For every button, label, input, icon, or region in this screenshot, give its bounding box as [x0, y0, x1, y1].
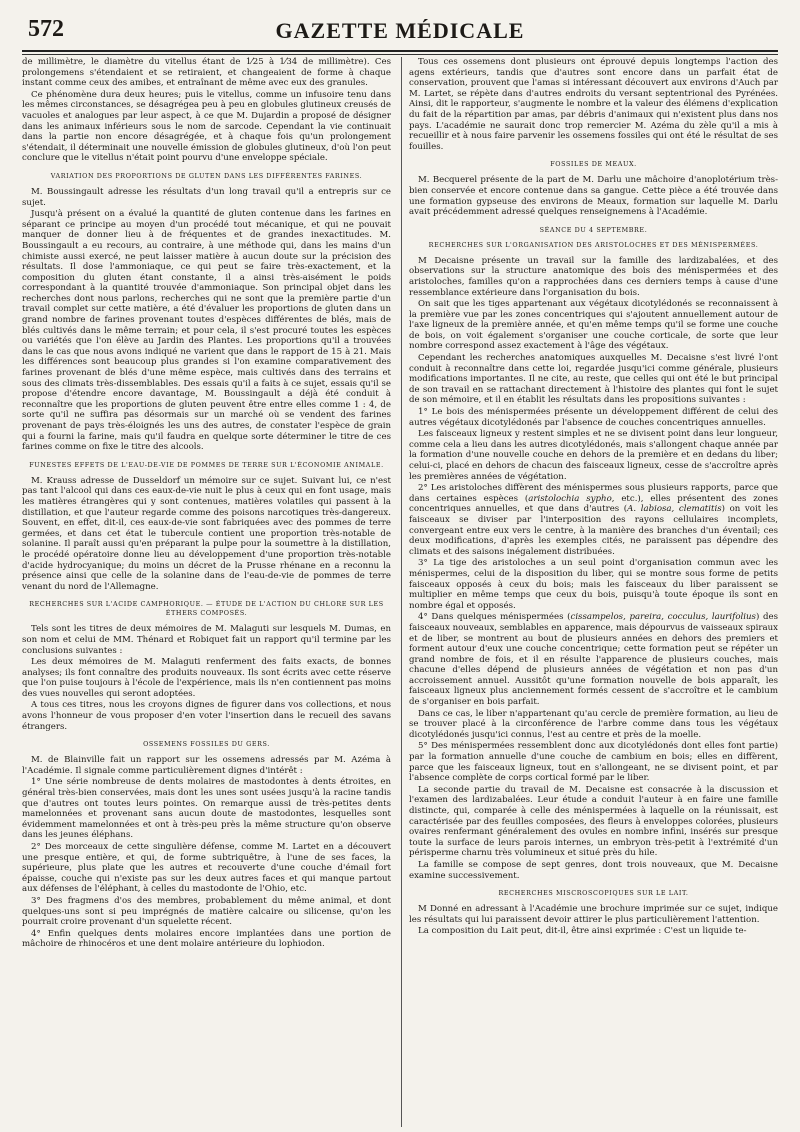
italic-species: aristolochia sypho: [528, 493, 612, 504]
paragraph: Les deux mémoires de M. Malaguti renferment des faits exacts, de bonnes analyses; ils font connaître des produits nouveaux. Ils sont écrits avec cette réserve que l'on puise toujours à l'école de l'expérience, mais ils n'en contiennent pas moins des vues nouvelles qui seront adoptées.: [22, 657, 391, 699]
page-number: 572: [28, 16, 64, 42]
section-title-lait: RECHERCHES MISCROSCOPIQUES SUR LE LAIT.: [498, 889, 689, 898]
paragraph: La composition du Lait peut, dit-il, être ainsi exprimée : C'est un liquide te-: [418, 926, 747, 937]
paragraph: Jusqu'à présent on a évalué la quantité de gluten contenue dans les farines en séparant ce principe au moyen d'un procédé tout mécanique, et qui ne pouvait manquer de donner lieu à de fréquentes et de grandes inexactitudes. M. Boussingault a eu recours, au contraire, à une méthode qui, dans les mains d'un chimiste aussi exercé, ne peut laisser matière à aucun doute sur la précision des résultats. Il dose l'ammoniaque, ce qui peut se faire très-exactement, et la composition du gluten étant constante, il a ainsi très-aisément le poids correspondant à la quantité trouvée d'ammoniaque. Son principal objet dans les recherches dont nous parlons, recherches qui ne sont que la première partie d'un travail complet sur cette matière, a été d'évaluer les proportions de gluten dans un grand nombre de farines provenant toutes d'espèces différentes de blés, mais de blés cultivés dans le même terrain; et pour cela, il s'est procuré toutes les espèces ou variétés que l'on élève au Jardin des Plantes. Les proportions qu'il a trouvées dans le cas que nous avons indiqué ne varient que dans le rapport de 15 à 21. Mais les différences sont beaucoup plus grandes si l'on examine comparativement des farines provenant de blés d'une même espèce, mais cultivés dans des terrains et sous des climats très-dissemblables. Des essais qu'il a faits à ce sujet, essais qu'il se propose d'étendre encore davantage, M. Boussingault a déjà été conduit à reconnaître que les proportions de gluten peuvent être entre elles comme 1 : 4, de sorte qu'il ne suffira pas désormais sur un marché où se vendent des farines provenant de pays très-éloignés les uns des autres, de constater l'espèce de grain qui a fourni la farine, mais qu'il faudra en quelque sorte déterminer le titre de ces farines comme on fixe le titre des alcools.: [22, 209, 391, 453]
paragraph: de millimètre, le diamètre du vitellus étant de 1⁄25 à 1⁄34 de millimètre). Ces prolongemens s'étendaient et se retiraient, et changeaient de forme à chaque instant comme ceux des amibes, et entraînant de même avec eux des granules.: [22, 57, 391, 89]
italic-species: A. labiosa, clematitis: [627, 504, 722, 515]
paragraph: Les faisceaux ligneux y restent simples et ne se divisent point dans leur longueur, comme cela a lieu dans les autres dicotylédonés, mais s'allongent chaque année par la formation d'une nouvelle couche en dehors de la première et en dedans du liber; celui-ci, placé en dehors de chacun des faisceaux ligneux, cesse de s'accroître après les premières années de végétation.: [409, 429, 778, 482]
text-run: , etc.), elles présentent des zones concentriques annuelles, et que dans d'autres (: [409, 493, 778, 515]
paragraph: 1° Le bois des ménispermées présente un développement différent de celui des autres végétaux dicotylédonés par l'absence de couches concentriques annuelles.: [409, 407, 778, 428]
paragraph: Tous ces ossemens dont plusieurs ont éprouvé depuis longtemps l'action des agens extérieurs, tandis que d'autres sont encore dans un parfait état de conservation, prouvent que l'amas si intéressant découvert aux environs d'Auch par M. Lartet, se répète dans d'autres endroits du versant septentrional des Pyrénées. Ainsi, dit le rapporteur, s'augmente le nombre et la valeur des élémens d'explication du fait de la répartition par amas, par débris d'animaux qui n'existent plus dans nos pays. L'académie ne saurait donc trop remercier M. Azéma du zèle qu'il a mis à recueillir et à nous faire parvenir les ossemens fossiles qui ont été le résultat de ses fouilles.: [409, 57, 778, 152]
paragraph: Tels sont les titres de deux mémoires de M. Malaguti sur lesquels M. Dumas, en son nom et celui de MM. Thénard et Robiquet fait un rapport qu'il termine par les conclusions suivantes :: [22, 624, 391, 656]
article-columns: [22, 57, 778, 1127]
paragraph: Ce phénomène dura deux heures; puis le vitellus, comme un infusoire tenu dans les mêmes circonstances, se désagrégea peu à peu en globules glutineux creusés de vacuoles et analogues par leur aspect, à ce que M. Dujardin a proposé de désigner dans les animaux inférieurs sous le nom de sarcode. Cependant la vie continuait dans la partie non encore désagrégée, et à chaque fois qu'un prolongement s'étendait, il déterminait une nouvelle émission de globules glutineux, d'où l'on peut conclure que le vitellus n'était point pourvu d'une enveloppe spéciale.: [22, 89, 391, 164]
italic-species: cissampelos, pareira, cocculus, laurifolius: [570, 612, 756, 623]
section-title-ossemens-gers: OSSEMENS FOSSILES DU GERS.: [143, 740, 270, 749]
paragraph: M Donné en adressant à l'Académie une brochure imprimée sur ce sujet, indique les résultats qui lui paraissent devoir attirer le plus particulièrement l'attention.: [409, 904, 778, 925]
text-run: 2° Les aristoloches diffèrent des ménispermes sous plusieurs rapports, parce que dans certaines espèces (: [409, 483, 778, 504]
paragraph: Cependant les recherches anatomiques auxquelles M. Decaisne s'est livré l'ont conduit à reconnaître dans cette loi, regardée jusqu'ici comme générale, plusieurs modifications importantes. Il ne cite, au reste, que celles qui ont été le but principal de son travail en se rattachant directement à l'histoire des plantes qui font le sujet de son mémoire, et il en établit les résultats dans les propositions suivantes :: [409, 353, 778, 406]
paragraph: Dans ce cas, le liber n'appartenant qu'au cercle de première formation, au lieu de se trouver placé à la circonférence de l'arbre comme dans tous les végétaux dicotylédonés jusqu'ici connus, l'est au centre et près de la moelle.: [409, 708, 778, 740]
paragraph: [409, 612, 778, 707]
journal-title: GAZETTE MÉDICALE: [275, 18, 525, 43]
paragraph: 3° Des fragmens d'os des membres, probablement du même animal, et dont quelques-uns sont si peu imprégnés de matière calcaire ou silicense, qu'on les pourrait croire provenant d'un squelette récent.: [22, 895, 391, 928]
paragraph: 1° Une série nombreuse de dents molaires de mastodontes à dents étroites, en général très-bien conservées, mais dont les unes sont usées jusqu'à la racine tandis que d'autres ont toutes leurs pointes. On remarque aussi de très-petites dents mamelonnées et provenant sans aucun doute de mastodontes, lesquelles sont évidemment mamelonnées et ont à très-peu près la même structure qu'on observe dans les jeunes éléphans.: [22, 777, 391, 841]
paragraph: [409, 483, 778, 557]
paragraph: M Decaisne présente un travail sur la famille des lardizabalées, et des observations sur la structure anatomique des bois des ménispermées et des aristoloches, familles qu'on a rapprochées dans ces derniers temps à cause d'une ressemblance extérieure dans l'organisation du bois.: [409, 255, 778, 298]
paragraph: M. de Blainville fait un rapport sur les ossemens adressés par M. Azéma à l'Académie. Il signale comme particulièrement dignes d'intérêt :: [22, 755, 391, 776]
text-run: 4° Dans quelques ménispermées (: [418, 612, 571, 623]
paragraph: La seconde partie du travail de M. Decaisne est consacrée à la discussion et l'examen des lardizabalées. Leur étude a conduit l'auteur à en faire une famille distincte, qui, comparée à celle des ménispermées à laquelle on la réunissait, est caractérisée par des feuilles composées, des fleurs à enveloppes colorées, plusieurs ovaires renfermant généralement des ovules en nombre infini, insérés sur presque toute la surface de leurs parois internes, un embryon très-petit à l'extrémité d'un périsperme charnu très volumineux et situé près du hile.: [409, 784, 778, 859]
section-title-eau-de-vie: FUNESTES EFFETS DE L'EAU-DE-VIE DE POMMES DE TERRE SUR L'ÉCONOMIE ANIMALE.: [29, 460, 384, 469]
section-title-fossiles-meaux: FOSSILES DE MEAUX.: [550, 160, 637, 169]
left-column: [22, 57, 393, 1127]
paragraph: 5° Des ménispermées ressemblent donc aux dicotylédonés dont elles font partie) par la formation annuelle d'une couche de cambium en bois; elles en diffèrent, parce que les faisceaux ligneux, tout en s'allongeant, ne se divisent point, et par l'absence complète de corps cortical formé par le liber.: [409, 741, 778, 784]
paragraph: A tous ces titres, nous les croyons dignes de figurer dans vos collections, et nous avons l'honneur de vous proposer d'en voter l'insertion dans le recueil des savans étrangers.: [22, 700, 391, 732]
section-title-seance: SÉANCE DU 4 SEPTEMBRE.: [539, 225, 648, 234]
paragraph: 3° La tige des aristoloches a un seul point d'organisation commun avec les ménispermes, celui de la disposition du liber, qui se montre sous forme de petits faisceaux opposés à ceux du bois; mais les faisceaux du liber paraissent se multiplier en même temps que ceux du bois, puisqu'à toute époque ils sont en nombre égal et opposés.: [409, 558, 778, 611]
paragraph: 4° Enfin quelques dents molaires encore implantées dans une portion de mâchoire de rhinocéros et une dent molaire antérieure du lophiodon.: [22, 928, 391, 950]
paragraph: 2° Des morceaux de cette singulière défense, comme M. Lartet en a découvert une presque entière, et qui, de forme subtriquêtre, à l'une de ses faces, la supérieure, plus plate que les autres et recouverte d'une couche d'émail fort épaisse, couche qui n'existe pas sur les deux autres faces et qui manque partout aux défenses de l'éléphant, à celles du mastodonte de l'Ohio, etc.: [22, 842, 391, 895]
section-title-aristoloches: RECHERCHES SUR L'ORGANISATION DES ARISTOLOCHES ET DES MÉNISPERMÉES.: [428, 240, 759, 249]
header-rule: [22, 54, 778, 55]
section-title-acide-camphorique: RECHERCHES SUR L'ACIDE CAMPHORIQUE. — ÉTUDE DE L'ACTION DU CHLORE SUR LES ÉTHERS COMPOSÉS.: [29, 600, 384, 618]
section-title-gluten: VARIATION DES PROPORTIONS DE GLUTEN DANS LES DIFFÉRENTES FARINES.: [50, 171, 363, 180]
text-run: ) on voit les faisceaux se diviser par l'interposition des rayons cellulaires incomplets, convergeant entre eux vers le centre, à la manière des branches d'un éventail; ces deux modifications, d'après les exemples cités, ne paraissent pas dépendre des climats et des saisons inégalement distribuées.: [409, 504, 778, 557]
paragraph: M. Becquerel présente de la part de M. Darlu une mâchoire d'anoplotérium très-bien conservée et encore contenue dans sa gangue. Cette pièce a été trouvée dans une formation gypseuse des environs de Meaux, formation sur laquelle M. Darlu avait précédemment adressé quelques renseignemens à l'Académie.: [409, 175, 778, 218]
paragraph: M. Krauss adresse de Dusseldorf un mémoire sur ce sujet. Suivant lui, ce n'est pas tant l'alcool qui dans ces eaux-de-vie nuit le plus à ceux qui en font usage, mais les matières étrangères qui y sont contenues, matières volatiles qui passent à la distillation, et que l'auteur regarde comme des poisons narcotiques très-dangereux. Souvent, en effet, dit-il, ces eaux-de-vie sont fabriquées avec des pommes de terre germées, et dans cet état le tubercule contient une proportion très-notable de solanine. Il paraît aussi qu'en préparant la pulpe pour la soumettre à la distillation, le procédé opératoire donne lieu au développement d'une proportion très-notable d'acide hydrocyanique; du moins un décret de la Prusse rhénane en a reconnu la présence ainsi que celle de la solanine dans de l'eau-de-vie de pommes de terre venant du nord de l'Allemagne.: [22, 475, 391, 592]
paragraph: M. Boussingault adresse les résultats d'un long travail qu'il a entrepris sur ce sujet.: [22, 186, 391, 208]
text-run: ) des faisceaux nouveaux, semblables en apparence, mais dépourvus de vaisseaux spiraux et de liber, se montrent au bout de plusieurs années en dehors des premiers et forment autour d'eux une couche concentrique; cette formation peut se répéter un grand nombre de fois, et il en résulte l'apparence de plusieurs couches, mais chacune d'elles dépend de plusieurs années de végétation et non pas d'un accroissement annuel. Aussitôt qu'une formation nouvelle de bois apparaît, les faisceaux ligneux plus anciennement formés cessent de s'accroître et le cambium de s'organiser en bois parfait.: [409, 612, 778, 708]
masthead: [22, 14, 778, 52]
right-column: [401, 57, 778, 1127]
paragraph: On sait que les tiges appartenant aux végétaux dicotylédonés se reconnaissent à la première vue par les zones concentriques qui s'ajoutent annuellement autour de l'axe ligneux de la première année, et qu'en même temps qu'il se forme une couche de bois, on voit également s'organiser une couche corticale, de sorte que leur nombre correspond assez exactement à l'âge des végétaux.: [409, 299, 778, 352]
paragraph: La famille se compose de sept genres, dont trois nouveaux, que M. Decaisne examine successivement.: [409, 859, 778, 881]
